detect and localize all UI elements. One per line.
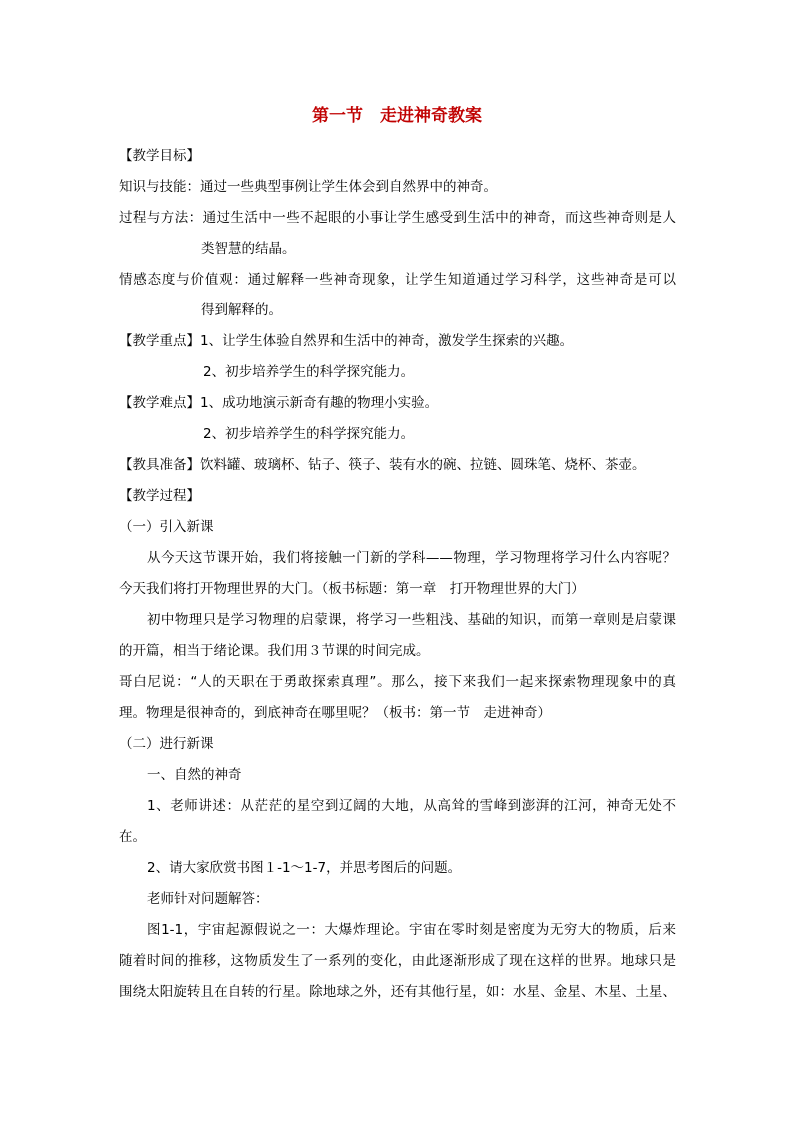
document-title: 第一节 走进神奇教案	[312, 106, 482, 126]
intro-paragraph-line-2: 今天我们将打开物理世界的大门。（板书标题：第一章 打开物理世界的大门）	[119, 581, 585, 597]
appreciate-figures-line: 2、请大家欣赏书图１-1～1-7，并思考图后的问题。	[147, 860, 462, 876]
teaching-aids-line: 【教具准备】饮料罐、玻璃杯、钻子、筷子、装有水的碗、拉链、圆珠笔、烧杯、茶壶。	[119, 457, 646, 473]
process-methods-line: 过程与方法：通过生活中一些不起眼的小事让学生感受到生活中的神奇，而这些神奇则是人	[119, 210, 676, 226]
figure-paragraph-line-1: 图1-1，宇宙起源假说之一：大爆炸理论。宇宙在零时刻是密度为无穷大的物质，后来	[147, 922, 676, 938]
teacher-narration-line-1: 1、老师讲述：从茫茫的星空到辽阔的大地，从高耸的雪峰到澎湃的江河，神奇无处不	[147, 798, 676, 814]
subheading-nature-wonder: 一、自然的神奇	[147, 767, 242, 783]
attitude-values-line: 情感态度与价值观：通过解释一些神奇现象，让学生知道通过学习科学，这些神奇是可以	[119, 272, 676, 288]
knowledge-skills-line: 知识与技能：通过一些典型事例让学生体会到自然界中的神奇。	[119, 179, 497, 195]
process-methods-line-cont: 类智慧的结晶。	[201, 241, 296, 257]
subheading-intro: （一）引入新课	[119, 519, 214, 535]
teacher-answers-line: 老师针对问题解答：	[147, 891, 269, 907]
section-heading-objectives: 【教学目标】	[119, 148, 200, 164]
teacher-narration-line-2: 在。	[119, 829, 146, 845]
section-heading-process: 【教学过程】	[119, 488, 200, 504]
primer-paragraph-line-2: 的开篇，相当于绪论课。我们用３节课的时间完成。	[119, 643, 430, 659]
figure-paragraph-line-2: 随着时间的推移，这物质发生了一系列的变化，由此逐渐形成了现在这样的世界。地球只是	[119, 953, 676, 969]
difficulties-line-1: 【教学难点】1、成功地演示新奇有趣的物理小实验。	[119, 395, 439, 411]
copernicus-paragraph-line-1: 哥白尼说：“人的天职在于勇敢探索真理”。那么，接下来我们一起来探索物理现象中的真	[119, 674, 676, 690]
difficulties-line-2: 2、初步培养学生的科学探究能力。	[203, 426, 415, 442]
figure-paragraph-line-3: 围绕太阳旋转且在自转的行星。除地球之外，还有其他行星，如：水星、金星、木星、土星、	[119, 984, 676, 1000]
copernicus-paragraph-line-2: 理。物理是很神奇的，到底神奇在哪里呢？（板书：第一节 走进神奇）	[119, 705, 551, 721]
key-points-line-1: 【教学重点】1、让学生体验自然界和生活中的神奇，激发学生探索的兴趣。	[119, 333, 574, 349]
primer-paragraph-line-1: 初中物理只是学习物理的启蒙课，将学习一些粗浅、基础的知识，而第一章则是启蒙课	[147, 612, 676, 628]
key-points-line-2: 2、初步培养学生的科学探究能力。	[203, 364, 415, 380]
subheading-new-lesson: （二）进行新课	[119, 736, 214, 752]
intro-paragraph-line-1: 从今天这节课开始，我们将接触一门新的学科——物理，学习物理将学习什么内容呢？	[147, 550, 676, 566]
attitude-values-line-cont: 得到解释的。	[201, 302, 282, 318]
